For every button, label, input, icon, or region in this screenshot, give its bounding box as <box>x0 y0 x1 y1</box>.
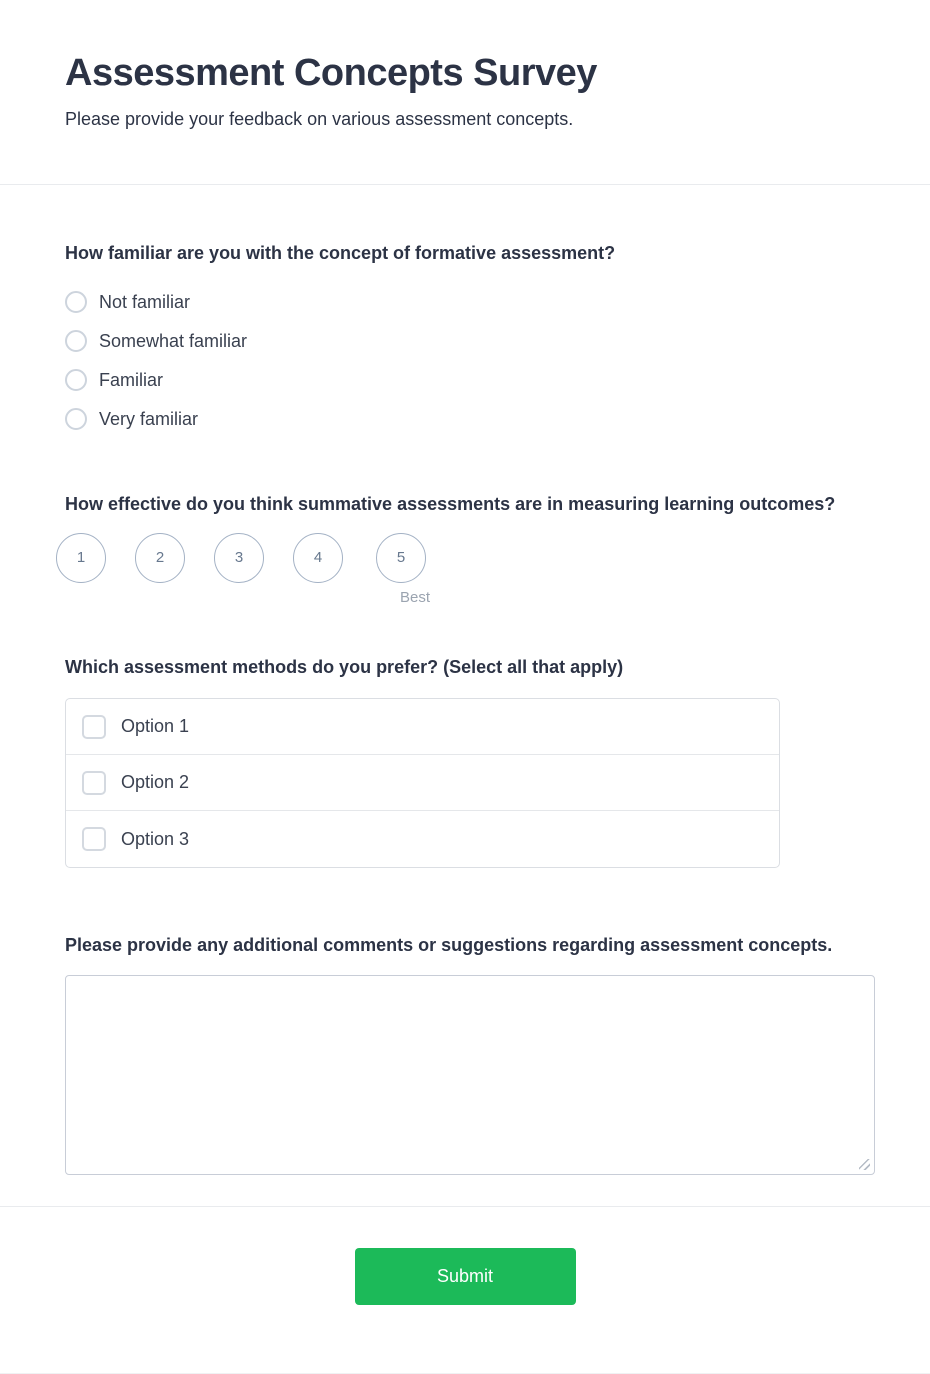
radio-option-very-familiar[interactable] <box>65 400 875 439</box>
radio-option-label: Not familiar <box>99 291 191 312</box>
question-label: Please provide any additional comments or suggestions regarding assessment concepts. <box>65 935 833 956</box>
radio-option-somewhat-familiar[interactable] <box>65 322 875 361</box>
checkbox-icon[interactable] <box>82 715 106 739</box>
rating-col-2 <box>135 533 185 606</box>
page-subtitle: Please provide your feedback on various assessment concepts. <box>65 108 574 129</box>
submit-button[interactable]: Submit <box>355 1248 576 1305</box>
radio-option-label: Very familiar <box>99 408 199 429</box>
rating-col-1 <box>56 533 106 606</box>
radio-circle-icon[interactable] <box>65 408 87 430</box>
rating-col-3 <box>214 533 264 606</box>
radio-option-not-familiar[interactable] <box>65 283 875 322</box>
radio-group <box>65 283 875 439</box>
checkbox-icon[interactable] <box>82 771 106 795</box>
rating-scale <box>56 533 875 606</box>
radio-circle-icon[interactable] <box>65 369 87 391</box>
rating-circle-4[interactable]: 4 <box>293 533 343 583</box>
radio-circle-icon[interactable] <box>65 330 87 352</box>
rating-circle-5[interactable]: 5 <box>376 533 426 583</box>
comments-textarea[interactable] <box>65 975 875 1175</box>
rating-circle-1[interactable]: 1 <box>56 533 106 583</box>
question-comments <box>65 933 875 1175</box>
checkbox-row-option-1[interactable] <box>66 699 779 755</box>
checkbox-group <box>65 698 780 868</box>
rating-col-5 <box>372 533 430 606</box>
form-footer <box>0 1206 930 1305</box>
rating-best-label: Best <box>400 588 431 606</box>
radio-option-label: Familiar <box>99 369 164 390</box>
checkbox-option-label: Option 3 <box>121 828 190 849</box>
checkbox-icon[interactable] <box>82 827 106 851</box>
checkbox-row-option-3[interactable] <box>66 811 779 867</box>
radio-option-label: Somewhat familiar <box>99 330 248 351</box>
rating-circle-2[interactable]: 2 <box>135 533 185 583</box>
question-label: How familiar are you with the concept of formative assessment? <box>65 243 616 263</box>
question-methods <box>65 655 875 869</box>
form-header <box>0 0 930 185</box>
rating-col-4 <box>293 533 343 606</box>
checkbox-option-label: Option 2 <box>121 772 190 793</box>
question-effectiveness <box>65 492 875 606</box>
checkbox-row-option-2[interactable] <box>66 755 779 811</box>
radio-circle-icon[interactable] <box>65 291 87 313</box>
rating-circle-3[interactable]: 3 <box>214 533 264 583</box>
question-label: Which assessment methods do you prefer? (Select all that apply) <box>65 656 624 677</box>
radio-option-familiar[interactable] <box>65 361 875 400</box>
question-familiarity <box>65 241 875 439</box>
page-title: Assessment Concepts Survey <box>65 52 597 94</box>
checkbox-option-label: Option 1 <box>121 716 190 737</box>
question-label: How effective do you think summative assessments are in measuring learning outcomes? <box>65 493 836 514</box>
comments-textarea-wrap <box>65 975 875 1175</box>
form-body <box>0 241 930 1175</box>
